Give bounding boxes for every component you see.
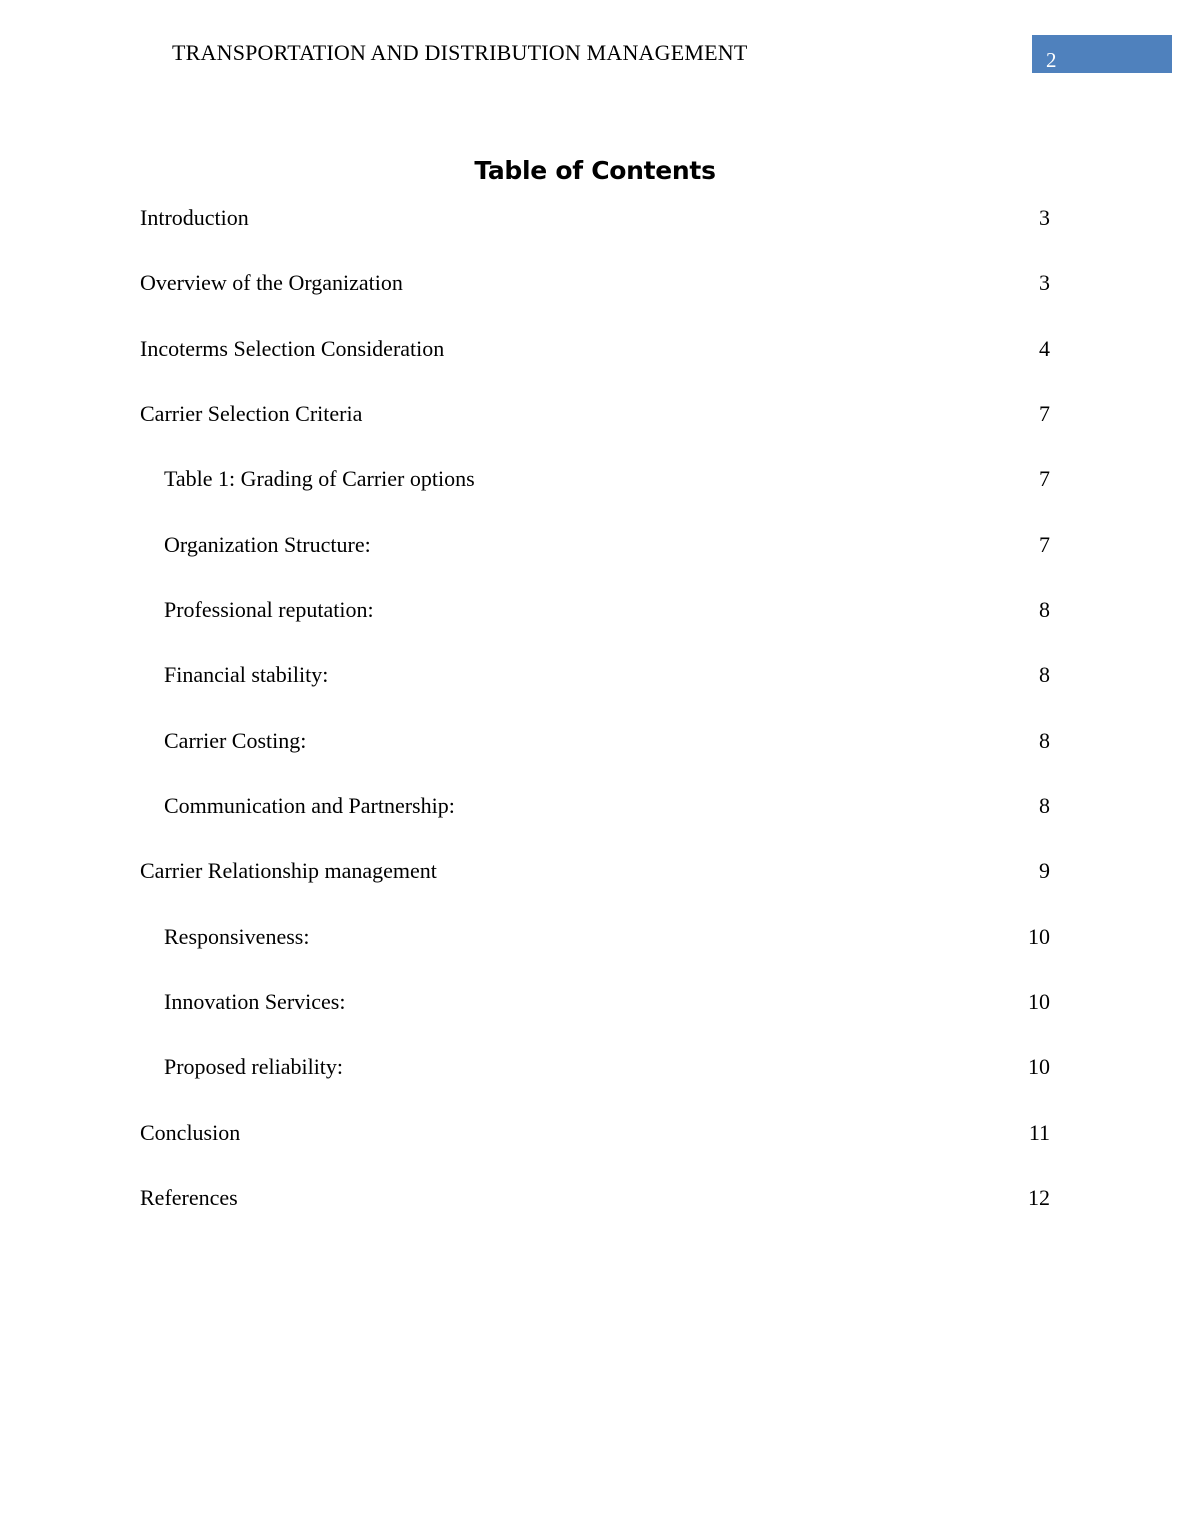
toc-entry-page: 8 xyxy=(1039,793,1050,818)
toc-entry-page: 8 xyxy=(1039,728,1050,753)
toc-entry-label: Innovation Services: xyxy=(164,989,346,1014)
toc-entry-label: Incoterms Selection Consideration xyxy=(140,336,445,361)
running-head: TRANSPORTATION AND DISTRIBUTION MANAGEMENT xyxy=(172,40,748,65)
toc-entry-label: Introduction xyxy=(140,205,249,230)
toc-entry-page: 8 xyxy=(1039,597,1050,622)
toc-entry-overview[interactable] xyxy=(140,268,1050,298)
toc-entry-label: Table 1: Grading of Carrier options xyxy=(164,466,475,491)
toc-entry-page: 3 xyxy=(1039,205,1050,230)
toc-entry-label: Communication and Partnership: xyxy=(164,793,455,818)
toc-entry-communication[interactable] xyxy=(164,791,1050,821)
toc-entry-page: 7 xyxy=(1039,532,1050,557)
toc-entry-page: 10 xyxy=(1028,989,1050,1014)
toc-title: Table of Contents xyxy=(474,156,716,185)
toc-entry-introduction[interactable] xyxy=(140,203,1050,233)
toc-entry-page: 10 xyxy=(1028,924,1050,949)
toc-entry-incoterms[interactable] xyxy=(140,334,1050,364)
toc-entry-label: Organization Structure: xyxy=(164,532,371,557)
toc-entry-professional-reputation[interactable] xyxy=(164,595,1050,625)
toc-entry-label: References xyxy=(140,1185,238,1210)
toc-entry-conclusion[interactable] xyxy=(140,1118,1050,1148)
toc-entry-page: 8 xyxy=(1039,662,1050,687)
toc-entry-label: Proposed reliability: xyxy=(164,1054,344,1079)
toc-entry-page: 7 xyxy=(1039,466,1050,491)
toc-entry-page: 7 xyxy=(1039,401,1050,426)
toc-entry-page: 3 xyxy=(1039,270,1050,295)
toc-entry-page: 11 xyxy=(1028,1120,1050,1145)
toc-entry-label: Responsiveness: xyxy=(164,924,310,949)
toc-entry-page: 10 xyxy=(1028,1054,1050,1079)
toc-entry-organization-structure[interactable] xyxy=(164,530,1050,560)
toc-entry-label: Overview of the Organization xyxy=(140,270,403,295)
toc-entry-label: Professional reputation: xyxy=(164,597,374,622)
toc-entry-carrier-costing[interactable] xyxy=(164,726,1050,756)
toc-entry-label: Carrier Costing: xyxy=(164,728,307,753)
toc-entry-page: 9 xyxy=(1039,858,1050,883)
toc-entry-label: Financial stability: xyxy=(164,662,329,687)
toc-entry-page: 4 xyxy=(1039,336,1050,361)
toc-entry-label: Carrier Selection Criteria xyxy=(140,401,363,426)
page-number: 2 xyxy=(1046,48,1057,72)
toc-entry-carrier-relationship[interactable] xyxy=(140,856,1050,886)
toc-entry-carrier-selection[interactable] xyxy=(140,399,1050,429)
toc-entry-grading-table[interactable] xyxy=(164,464,1050,494)
toc-entry-label: Conclusion xyxy=(140,1120,241,1145)
toc-entry-responsiveness[interactable] xyxy=(164,922,1050,952)
toc-entry-financial-stability[interactable] xyxy=(164,660,1050,690)
toc-entry-proposed-reliability[interactable] xyxy=(164,1052,1050,1082)
toc-entry-references[interactable] xyxy=(140,1183,1050,1213)
toc-entry-page: 12 xyxy=(1028,1185,1050,1210)
toc-entry-label: Carrier Relationship management xyxy=(140,858,437,883)
toc-entry-innovation-services[interactable] xyxy=(164,987,1050,1017)
